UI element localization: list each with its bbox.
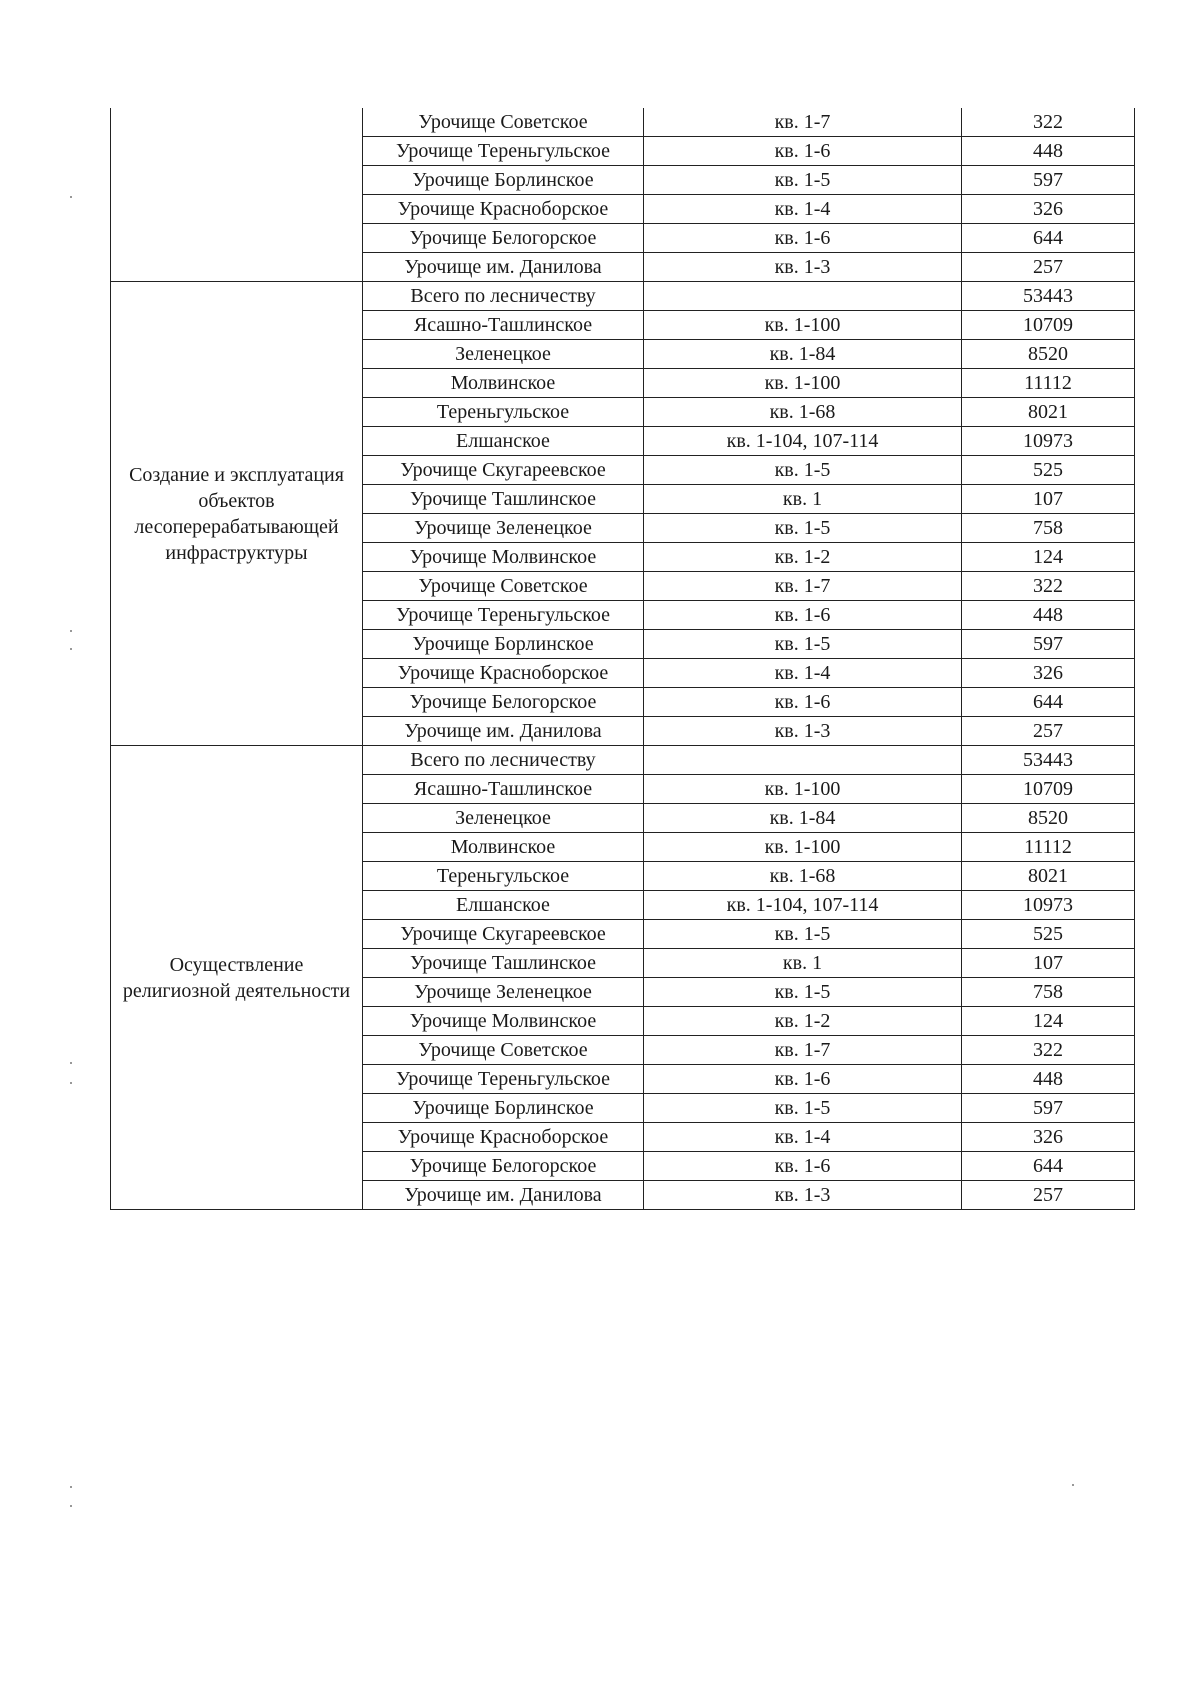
area-cell: 525 xyxy=(962,456,1135,485)
area-cell: 644 xyxy=(962,688,1135,717)
quarters-cell: кв. 1-4 xyxy=(644,659,962,688)
quarters-cell: кв. 1-6 xyxy=(644,137,962,166)
forestry-name-cell: Урочище им. Данилова xyxy=(363,717,644,746)
forestry-name-cell: Урочище Молвинское xyxy=(363,1007,644,1036)
forestry-name-cell: Урочище им. Данилова xyxy=(363,253,644,282)
quarters-cell: кв. 1-5 xyxy=(644,920,962,949)
area-cell: 10973 xyxy=(962,427,1135,456)
quarters-cell: кв. 1-5 xyxy=(644,978,962,1007)
quarters-cell: кв. 1-5 xyxy=(644,456,962,485)
area-cell: 597 xyxy=(962,166,1135,195)
area-cell: 758 xyxy=(962,514,1135,543)
forestry-table-body xyxy=(111,108,1135,1210)
area-cell: 322 xyxy=(962,1036,1135,1065)
quarters-cell: кв. 1-68 xyxy=(644,862,962,891)
quarters-cell: кв. 1-100 xyxy=(644,775,962,804)
forestry-table xyxy=(110,108,1135,1210)
forestry-name-cell: Урочище Тереньгульское xyxy=(363,601,644,630)
forestry-name-cell: Урочище Советское xyxy=(363,1036,644,1065)
scan-speck xyxy=(70,648,72,650)
quarters-cell: кв. 1-7 xyxy=(644,1036,962,1065)
forestry-name-cell: Зеленецкое xyxy=(363,804,644,833)
quarters-cell: кв. 1-5 xyxy=(644,514,962,543)
forestry-name-cell: Урочище Зеленецкое xyxy=(363,514,644,543)
quarters-cell: кв. 1-5 xyxy=(644,630,962,659)
area-cell: 257 xyxy=(962,717,1135,746)
quarters-cell: кв. 1-3 xyxy=(644,1181,962,1210)
forestry-name-cell: Урочище Советское xyxy=(363,572,644,601)
quarters-cell: кв. 1-3 xyxy=(644,717,962,746)
forestry-name-cell: Елшанское xyxy=(363,427,644,456)
forestry-name-cell: Урочище Тереньгульское xyxy=(363,1065,644,1094)
group-name-cell: Осуществление религиозной деятельности xyxy=(111,746,363,1210)
forestry-name-cell: Тереньгульское xyxy=(363,398,644,427)
group-name-cell: Создание и эксплуатация объектов лесоперерабатывающей инфраструктуры xyxy=(111,282,363,746)
quarters-cell: кв. 1-6 xyxy=(644,1065,962,1094)
forestry-name-cell: Урочище Борлинское xyxy=(363,166,644,195)
scan-speck xyxy=(70,1082,72,1084)
table-row xyxy=(111,108,1135,137)
area-cell: 10709 xyxy=(962,311,1135,340)
forestry-name-cell: Урочище Белогорское xyxy=(363,224,644,253)
quarters-cell: кв. 1-2 xyxy=(644,543,962,572)
forestry-name-cell: Урочище Ташлинское xyxy=(363,485,644,514)
forestry-name-cell: Урочище Красноборское xyxy=(363,659,644,688)
forestry-name-cell: Урочище Зеленецкое xyxy=(363,978,644,1007)
quarters-cell: кв. 1 xyxy=(644,949,962,978)
quarters-cell: кв. 1-104, 107-114 xyxy=(644,891,962,920)
forestry-name-cell: Урочище Красноборское xyxy=(363,195,644,224)
area-cell: 448 xyxy=(962,137,1135,166)
quarters-cell: кв. 1-6 xyxy=(644,224,962,253)
quarters-cell: кв. 1-7 xyxy=(644,572,962,601)
area-cell: 257 xyxy=(962,1181,1135,1210)
quarters-cell: кв. 1-68 xyxy=(644,398,962,427)
area-cell: 11112 xyxy=(962,833,1135,862)
area-cell: 597 xyxy=(962,1094,1135,1123)
quarters-cell: кв. 1-4 xyxy=(644,195,962,224)
table-row xyxy=(111,746,1135,775)
table-row xyxy=(111,282,1135,311)
forestry-name-cell: Всего по лесничеству xyxy=(363,746,644,775)
area-cell: 326 xyxy=(962,195,1135,224)
area-cell: 107 xyxy=(962,949,1135,978)
area-cell: 8021 xyxy=(962,862,1135,891)
area-cell: 644 xyxy=(962,224,1135,253)
quarters-cell: кв. 1 xyxy=(644,485,962,514)
quarters-cell: кв. 1-100 xyxy=(644,311,962,340)
quarters-cell: кв. 1-6 xyxy=(644,688,962,717)
forestry-name-cell: Урочище Борлинское xyxy=(363,630,644,659)
forestry-name-cell: Урочище Белогорское xyxy=(363,1152,644,1181)
area-cell: 11112 xyxy=(962,369,1135,398)
area-cell: 8520 xyxy=(962,340,1135,369)
quarters-cell: кв. 1-6 xyxy=(644,1152,962,1181)
quarters-cell: кв. 1-6 xyxy=(644,601,962,630)
area-cell: 107 xyxy=(962,485,1135,514)
scan-speck xyxy=(70,196,72,198)
area-cell: 53443 xyxy=(962,746,1135,775)
quarters-cell: кв. 1-2 xyxy=(644,1007,962,1036)
forestry-name-cell: Урочище Советское xyxy=(363,108,644,137)
area-cell: 10709 xyxy=(962,775,1135,804)
area-cell: 10973 xyxy=(962,891,1135,920)
forestry-name-cell: Молвинское xyxy=(363,369,644,398)
area-cell: 257 xyxy=(962,253,1135,282)
quarters-cell: кв. 1-84 xyxy=(644,340,962,369)
scan-speck xyxy=(1072,1484,1074,1486)
scan-speck xyxy=(70,1486,72,1488)
area-cell: 322 xyxy=(962,108,1135,137)
quarters-cell: кв. 1-7 xyxy=(644,108,962,137)
scan-speck xyxy=(70,630,72,632)
forestry-name-cell: Молвинское xyxy=(363,833,644,862)
area-cell: 758 xyxy=(962,978,1135,1007)
quarters-cell: кв. 1-4 xyxy=(644,1123,962,1152)
quarters-cell: кв. 1-5 xyxy=(644,166,962,195)
forestry-name-cell: Зеленецкое xyxy=(363,340,644,369)
quarters-cell: кв. 1-84 xyxy=(644,804,962,833)
forestry-name-cell: Елшанское xyxy=(363,891,644,920)
forestry-name-cell: Урочище Борлинское xyxy=(363,1094,644,1123)
quarters-cell: кв. 1-100 xyxy=(644,833,962,862)
forestry-name-cell: Тереньгульское xyxy=(363,862,644,891)
area-cell: 644 xyxy=(962,1152,1135,1181)
scan-speck xyxy=(70,1505,72,1507)
forestry-name-cell: Ясашно-Ташлинское xyxy=(363,311,644,340)
area-cell: 53443 xyxy=(962,282,1135,311)
quarters-cell: кв. 1-5 xyxy=(644,1094,962,1123)
area-cell: 525 xyxy=(962,920,1135,949)
forestry-name-cell: Урочище им. Данилова xyxy=(363,1181,644,1210)
area-cell: 8021 xyxy=(962,398,1135,427)
forestry-name-cell: Урочище Белогорское xyxy=(363,688,644,717)
area-cell: 448 xyxy=(962,1065,1135,1094)
forestry-name-cell: Ясашно-Ташлинское xyxy=(363,775,644,804)
forestry-name-cell: Всего по лесничеству xyxy=(363,282,644,311)
quarters-cell xyxy=(644,282,962,311)
quarters-cell xyxy=(644,746,962,775)
area-cell: 326 xyxy=(962,1123,1135,1152)
area-cell: 448 xyxy=(962,601,1135,630)
forestry-name-cell: Урочище Красноборское xyxy=(363,1123,644,1152)
forestry-name-cell: Урочище Ташлинское xyxy=(363,949,644,978)
quarters-cell: кв. 1-3 xyxy=(644,253,962,282)
area-cell: 326 xyxy=(962,659,1135,688)
scan-speck xyxy=(70,1062,72,1064)
area-cell: 322 xyxy=(962,572,1135,601)
forestry-name-cell: Урочище Скугареевское xyxy=(363,920,644,949)
area-cell: 597 xyxy=(962,630,1135,659)
area-cell: 8520 xyxy=(962,804,1135,833)
group-name-cell xyxy=(111,108,363,282)
quarters-cell: кв. 1-104, 107-114 xyxy=(644,427,962,456)
forestry-name-cell: Урочище Скугареевское xyxy=(363,456,644,485)
area-cell: 124 xyxy=(962,1007,1135,1036)
quarters-cell: кв. 1-100 xyxy=(644,369,962,398)
area-cell: 124 xyxy=(962,543,1135,572)
forestry-name-cell: Урочище Молвинское xyxy=(363,543,644,572)
forestry-name-cell: Урочище Тереньгульское xyxy=(363,137,644,166)
